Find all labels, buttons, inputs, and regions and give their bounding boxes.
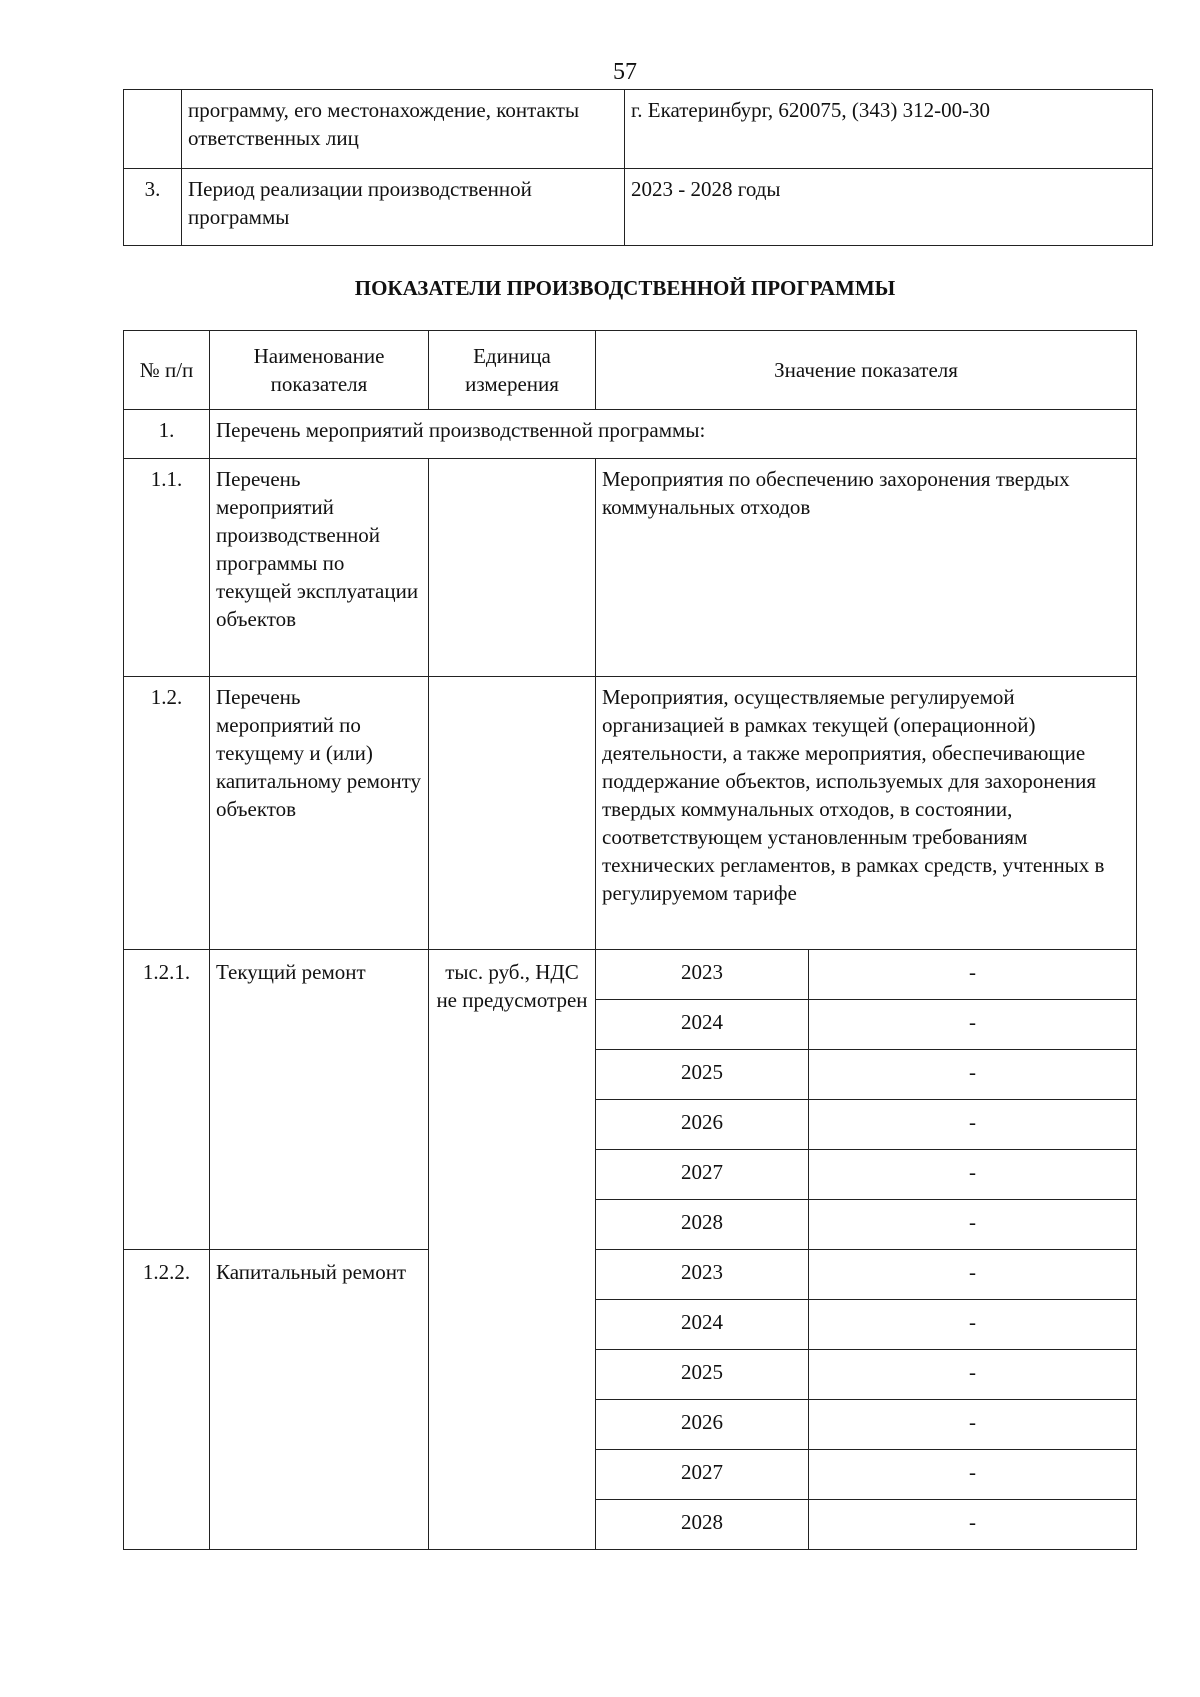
value-cell: - — [809, 1350, 1137, 1400]
year-cell: 2026 — [596, 1100, 809, 1150]
value-cell: - — [809, 950, 1137, 1000]
year-cell: 2028 — [596, 1200, 809, 1250]
year-row — [124, 1250, 1137, 1300]
value-cell: - — [809, 1400, 1137, 1450]
year-cell: 2024 — [596, 1300, 809, 1350]
section-title: ПОКАЗАТЕЛИ ПРОИЗВОДСТВЕННОЙ ПРОГРАММЫ — [354, 276, 896, 300]
info-table — [123, 89, 1153, 246]
year-cell: 2025 — [596, 1050, 809, 1100]
header-num: № п/п — [124, 331, 210, 410]
table-row — [124, 90, 1153, 169]
row-num: 1.2.2. — [124, 1250, 210, 1550]
value-cell: - — [809, 1500, 1137, 1550]
table-row — [124, 169, 1153, 246]
value-cell: - — [809, 1100, 1137, 1150]
row-num: 3. — [124, 169, 182, 246]
row-num: 1. — [124, 410, 210, 459]
indicators-table — [123, 330, 1137, 1550]
row-value: Мероприятия, осуществляемые регулируемой организацией в рамках текущей (операционной) деятельности, а также мероприятия, обеспечивающие поддержание объектов, используемых для захоронения твердых коммунальных отходов, в состоянии, соответствующем установленным требованиям технических регламентов, в рамках средств, учтенных в регулируемом тарифе — [596, 677, 1137, 950]
row-text: Перечень мероприятий производственной программы: — [210, 410, 1137, 459]
value-cell: - — [809, 1000, 1137, 1050]
row-label: программу, его местонахождение, контакты ответственных лиц — [182, 90, 625, 169]
value-cell: - — [809, 1450, 1137, 1500]
table-row — [124, 677, 1137, 950]
row-unit — [429, 677, 596, 950]
year-row — [124, 950, 1137, 1000]
row-value: г. Екатеринбург, 620075, (343) 312-00-30 — [625, 90, 1153, 169]
year-cell: 2023 — [596, 950, 809, 1000]
year-cell: 2023 — [596, 1250, 809, 1300]
row-name: Текущий ремонт — [210, 950, 429, 1250]
value-cell: - — [809, 1250, 1137, 1300]
value-cell: - — [809, 1150, 1137, 1200]
row-num: 1.1. — [124, 459, 210, 677]
table-row — [124, 459, 1137, 677]
row-unit — [429, 459, 596, 677]
row-num: 1.2.1. — [124, 950, 210, 1250]
year-cell: 2026 — [596, 1400, 809, 1450]
value-cell: - — [809, 1200, 1137, 1250]
header-name: Наименование показателя — [210, 331, 429, 410]
year-cell: 2027 — [596, 1150, 809, 1200]
row-num: 1.2. — [124, 677, 210, 950]
value-cell: - — [809, 1050, 1137, 1100]
row-name: Перечень мероприятий по текущему и (или) капитальному ремонту объектов — [210, 677, 429, 950]
row-value: Мероприятия по обеспечению захоронения твердых коммунальных отходов — [596, 459, 1137, 677]
row-num — [124, 90, 182, 169]
year-cell: 2028 — [596, 1500, 809, 1550]
value-cell: - — [809, 1300, 1137, 1350]
row-value: 2023 - 2028 годы — [625, 169, 1153, 246]
header-value: Значение показателя — [596, 331, 1137, 410]
year-cell: 2025 — [596, 1350, 809, 1400]
row-unit: тыс. руб., НДС не предусмотрен — [429, 950, 596, 1550]
row-label: Период реализации производственной программы — [182, 169, 625, 246]
header-row — [124, 331, 1137, 410]
row-name: Перечень мероприятий производственной программы по текущей эксплуатации объектов — [210, 459, 429, 677]
year-cell: 2024 — [596, 1000, 809, 1050]
page-number: 57 — [613, 59, 637, 85]
row-name: Капитальный ремонт — [210, 1250, 429, 1550]
header-unit: Единица измерения — [429, 331, 596, 410]
year-cell: 2027 — [596, 1450, 809, 1500]
table-row — [124, 410, 1137, 459]
